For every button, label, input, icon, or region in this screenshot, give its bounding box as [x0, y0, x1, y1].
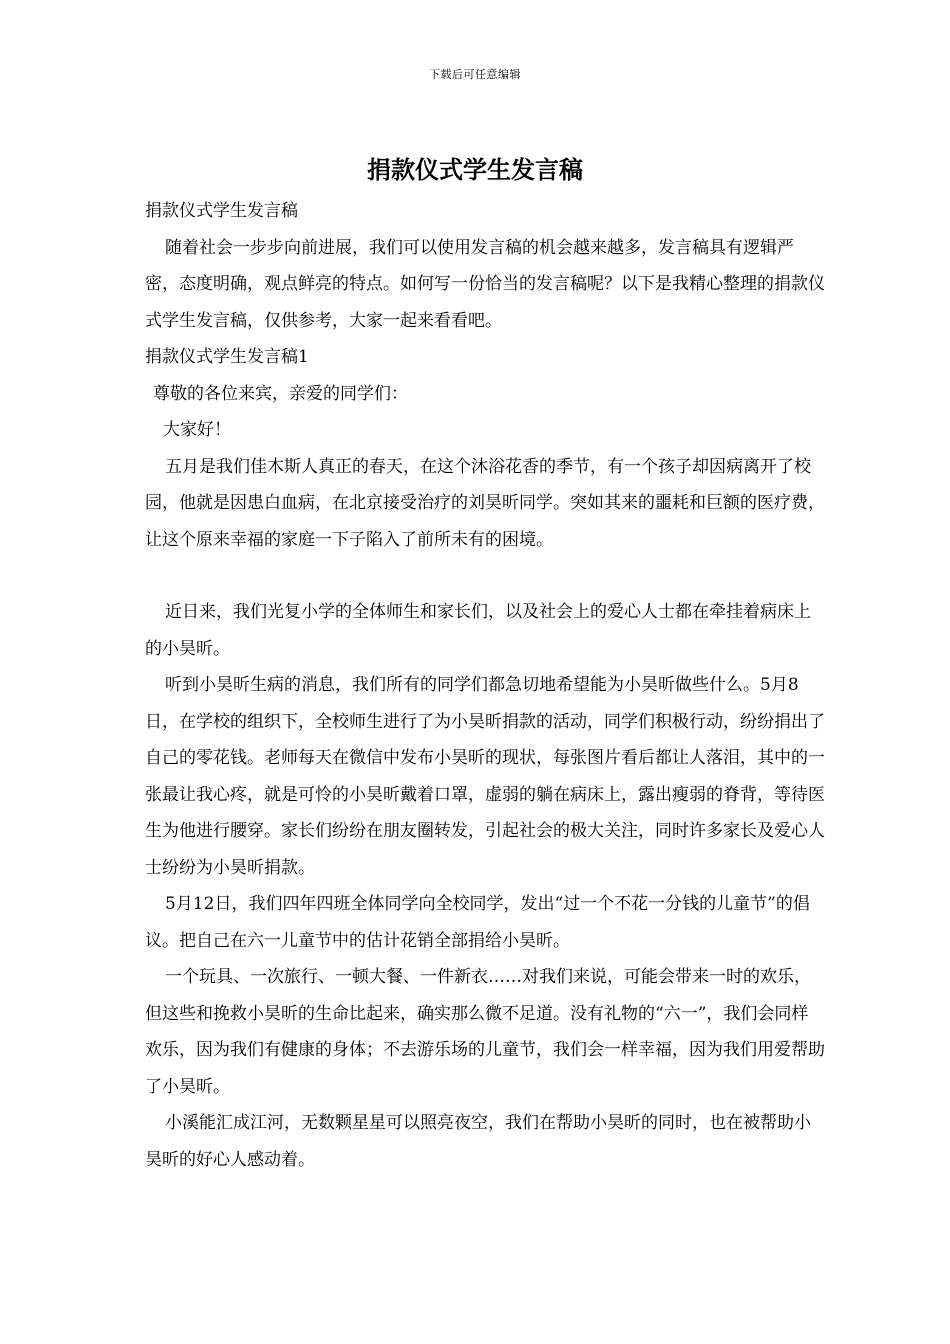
- body-paragraph: 听到小昊昕生病的消息，我们所有的同学们都急切地希望能为小昊昕做些什么。5月8日，在学校的组织下，全校师生进行了为小昊昕捐款的活动，同学们积极行动，纷纷捐出了自己的零花钱。老师每天在微信中发布小昊昕的现状，每张图片看后都让人落泪，其中的一张最让我心疼，就是可怜的小昊昕戴着口罩，虚弱的躺在病床上，露出瘦弱的脊背，等待医生为他进行腰穿。家长们纷纷在朋友圈转发，引起社会的极大关注，同时许多家长及爱心人士纷纷为小昊昕捐款。: [145, 675, 825, 878]
- body-paragraph: 近日来，我们光复小学的全体师生和家长们，以及社会上的爱心人士都在牵挂着病床上的小昊昕。: [145, 602, 811, 659]
- download-note: 下载后可任意编辑: [429, 68, 521, 81]
- intro-paragraph: 随着社会一步步向前进展，我们可以使用发言稿的机会越来越多，发言稿具有逻辑严密，态度明确，观点鲜亮的特点。如何写一份恰当的发言稿呢？以下是我精心整理的捐款仪式学生发言稿，仅供参考，大家一起来看看吧。: [145, 237, 825, 331]
- body-paragraph: 一个玩具、一次旅行、一顿大餐、一件新衣……对我们来说，可能会带来一时的欢乐，但这些和挽救小昊昕的生命比起来，确实那么微不足道。没有礼物的“六一”，我们会同样欢乐，因为我们有健康的身体；不去游乐场的儿童节，我们会一样幸福，因为我们用爱帮助了小昊昕。: [145, 967, 825, 1097]
- body-paragraph: 五月是我们佳木斯人真正的春天，在这个沐浴花香的季节，有一个孩子却因病离开了校园，他就是因患白血病，在北京接受治疗的刘昊昕同学。突如其来的噩耗和巨额的医疗费，让这个原来幸福的家庭一下子陷入了前所未有的困境。: [145, 456, 825, 550]
- salutation: 尊敬的各位来宾，亲爱的同学们：: [153, 383, 408, 404]
- document-body: [145, 193, 825, 1178]
- section-heading: 捐款仪式学生发言稿1: [145, 347, 309, 367]
- body-paragraph: 小溪能汇成江河，无数颗星星可以照亮夜空，我们在帮助小昊昕的同时，也在被帮助小昊昕的好心人感动着。: [145, 1113, 811, 1170]
- greeting: 大家好！: [163, 420, 231, 440]
- document-subtitle: 捐款仪式学生发言稿: [145, 201, 298, 221]
- body-paragraph: 5月12日，我们四年四班全体同学向全校同学，发出“过一个不花一分钱的儿童节”的倡议。把自己在六一儿童节中的估计花销全部捐给小昊昕。: [145, 894, 810, 951]
- document-title: 捐款仪式学生发言稿: [367, 155, 583, 184]
